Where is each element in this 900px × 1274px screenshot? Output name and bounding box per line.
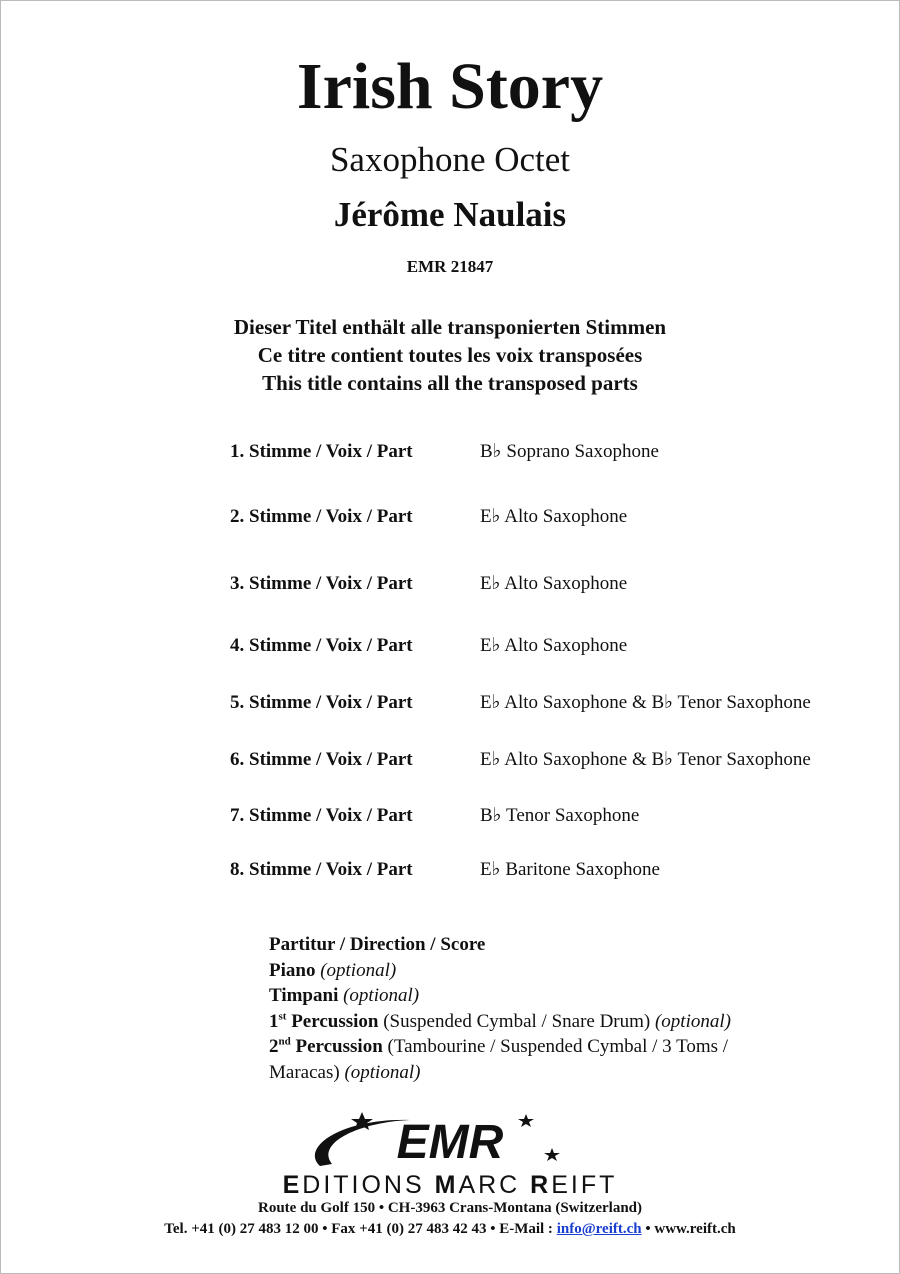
part-instrument: E♭ Alto Saxophone	[480, 635, 628, 656]
piano-line: Piano (optional)	[269, 959, 397, 981]
percussion-2-line-cont: Maracas) (optional)	[269, 1061, 421, 1083]
email-link[interactable]: info@reift.ch	[556, 1221, 642, 1237]
part-instrument: E♭ Alto Saxophone	[480, 573, 628, 594]
publisher-address: Route du Golf 150 • CH-3963 Crans-Montana (Switzerland)	[258, 1200, 642, 1216]
info-line-french: Ce titre contient toutes les voix transposées	[257, 343, 643, 367]
svg-text:EMR: EMR	[396, 1116, 504, 1169]
extra-parts-list	[269, 932, 849, 1085]
part-instrument: E♭ Baritone Saxophone	[480, 859, 660, 880]
catalog-number: EMR 21847	[406, 257, 494, 276]
score-line: Partitur / Direction / Score	[269, 934, 486, 955]
percussion-2-line: 2nd Percussion (Tambourine / Suspended Cymbal / 3 Toms /	[269, 1035, 729, 1057]
part-label: 3. Stimme / Voix / Part	[230, 573, 413, 594]
part-label: 5. Stimme / Voix / Part	[230, 692, 413, 713]
part-instrument: E♭ Alto Saxophone & B♭ Tenor Saxophone	[480, 692, 811, 713]
part-instrument: E♭ Alto Saxophone	[480, 506, 628, 527]
publisher-name: EDITIONS MARC REIFT	[282, 1171, 618, 1199]
part-instrument: B♭ Tenor Saxophone	[480, 805, 640, 826]
info-line-german: Dieser Titel enthält alle transponierten Stimmen	[233, 315, 667, 339]
emr-logo	[300, 1108, 570, 1170]
star-icon	[518, 1114, 534, 1127]
part-label: 7. Stimme / Voix / Part	[230, 805, 413, 826]
part-instrument: E♭ Alto Saxophone & B♭ Tenor Saxophone	[480, 749, 811, 770]
part-label: 2. Stimme / Voix / Part	[230, 506, 413, 527]
composer-name: Jérôme Naulais	[333, 195, 567, 234]
part-label: 4. Stimme / Voix / Part	[230, 635, 413, 656]
publisher-contact: Tel. +41 (0) 27 483 12 00 • Fax +41 (0) 27 483 42 43 • E-Mail : info@reift.ch • www.reift.ch	[164, 1221, 736, 1237]
page-title: Irish Story	[296, 50, 604, 123]
info-line-english: This title contains all the transposed parts	[262, 371, 638, 395]
part-label: 8. Stimme / Voix / Part	[230, 859, 413, 880]
part-instrument: B♭ Soprano Saxophone	[480, 441, 659, 462]
star-icon	[544, 1148, 560, 1161]
part-label: 6. Stimme / Voix / Part	[230, 749, 413, 770]
part-label: 1. Stimme / Voix / Part	[230, 441, 413, 462]
timpani-line: Timpani (optional)	[269, 985, 420, 1006]
percussion-1-line: 1st Percussion (Suspended Cymbal / Snare Drum) (optional)	[269, 1010, 731, 1032]
subtitle: Saxophone Octet	[329, 140, 571, 179]
